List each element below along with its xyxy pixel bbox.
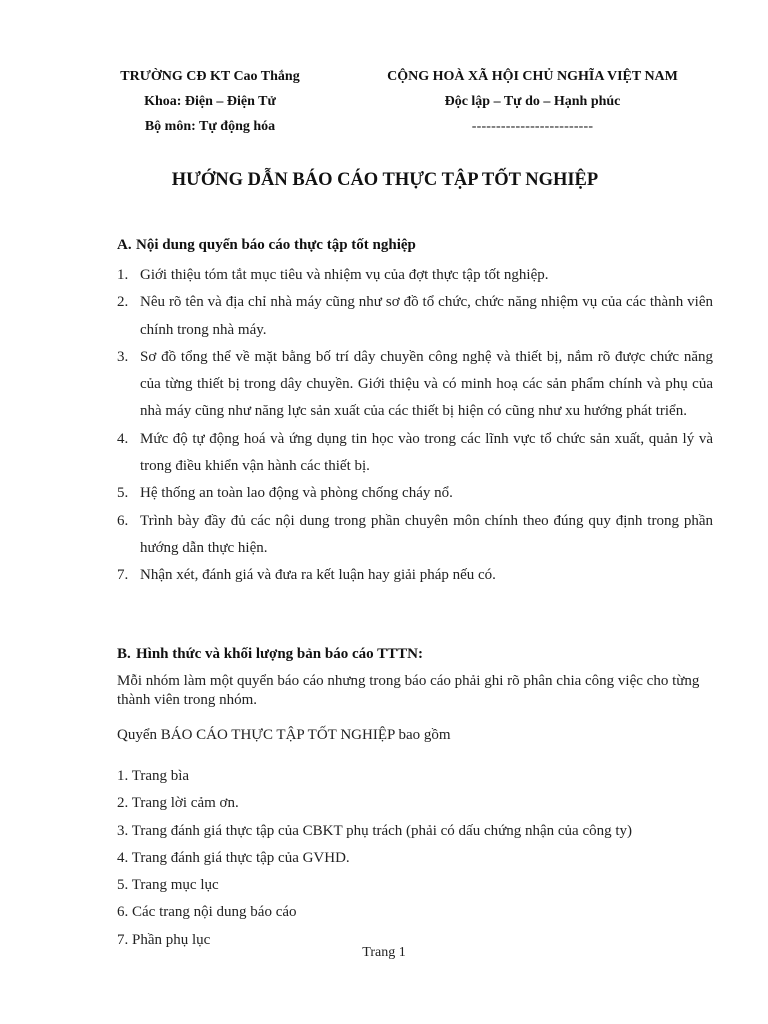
item-text: Nhận xét, đánh giá và đưa ra kết luận hay giải pháp nếu có. bbox=[140, 567, 496, 584]
header-separator: ------------------------- bbox=[471, 119, 594, 134]
item-number: 4. bbox=[117, 430, 129, 447]
list-item: 4. Trang đánh giá thực tập của GVHD. bbox=[117, 849, 350, 866]
list-item bbox=[117, 508, 713, 563]
school-name: TRƯỜNG CĐ KT Cao Thắng bbox=[120, 69, 300, 84]
section-a-letter: A. bbox=[117, 237, 132, 253]
list-item: 2. Trang lời cảm ơn. bbox=[117, 795, 239, 812]
list-item bbox=[117, 562, 713, 589]
list-item bbox=[117, 480, 713, 507]
national-header bbox=[355, 68, 710, 143]
list-item bbox=[117, 289, 713, 344]
list-item: 5. Trang mục lục bbox=[117, 877, 219, 894]
item-number: 2. bbox=[117, 294, 129, 311]
item-text: Mức độ tự động hoá và ứng dụng tin học vào trong các lĩnh vực tổ chức sản xuất, quản lý và trong điều khiển vận hành các thiết bị. bbox=[140, 430, 713, 475]
item-number: 1. bbox=[117, 267, 129, 283]
section-b-list bbox=[117, 763, 717, 954]
page-number: Trang 1 bbox=[362, 945, 406, 960]
section-a-title: Nội dung quyển báo cáo thực tập tốt nghiệp bbox=[136, 237, 416, 253]
section-b-paragraph: Mỗi nhóm làm một quyển báo cáo nhưng trong báo cáo phải ghi rõ phân chia công việc cho từng thành viên trong nhóm. bbox=[117, 673, 700, 708]
list-item: 6. Các trang nội dung báo cáo bbox=[117, 904, 297, 921]
list-item bbox=[117, 344, 713, 426]
document-title: HƯỚNG DẪN BÁO CÁO THỰC TẬP TỐT NGHIỆP bbox=[171, 170, 599, 190]
country-name: CỘNG HOÀ XÃ HỘI CHỦ NGHĨA VIỆT NAM bbox=[387, 69, 678, 84]
national-motto: Độc lập – Tự do – Hạnh phúc bbox=[444, 94, 621, 109]
department-name: Bộ môn: Tự động hóa bbox=[144, 119, 276, 134]
section-a-list bbox=[117, 262, 713, 590]
section-b-heading bbox=[117, 646, 423, 663]
item-number: 5. bbox=[117, 485, 129, 502]
list-item: 7. Phần phụ lục bbox=[117, 931, 211, 948]
item-text: Sơ đồ tổng thể về mặt bằng bố trí dây chuyền công nghệ và thiết bị, nắm rõ được chức năng của từng thiết bị trong dây chuyền. Giới thiệu và có minh hoạ các sản phẩm chính và phụ của nhà máy cũng như năng lực sản xuất của các thiết bị hiện có cũng như xu hướng phát triển. bbox=[140, 348, 713, 420]
section-a-heading bbox=[117, 237, 416, 254]
list-item: 1. Trang bìa bbox=[117, 768, 190, 784]
item-number: 3. bbox=[117, 348, 129, 365]
section-b-title: Hình thức và khối lượng bản báo cáo TTTN: bbox=[136, 646, 423, 662]
list-item bbox=[117, 426, 713, 481]
list-item: 3. Trang đánh giá thực tập của CBKT phụ trách (phải có dấu chứng nhận của công ty) bbox=[117, 822, 633, 839]
list-item bbox=[117, 262, 713, 289]
section-b-letter: B. bbox=[117, 646, 131, 662]
faculty-name: Khoa: Điện – Điện Tử bbox=[144, 94, 276, 109]
item-text: Giới thiệu tóm tắt mục tiêu và nhiệm vụ của đợt thực tập tốt nghiệp. bbox=[140, 267, 549, 283]
item-number: 7. bbox=[117, 567, 129, 584]
item-text: Hệ thống an toàn lao động và phòng chống cháy nổ. bbox=[140, 485, 453, 502]
institution-header bbox=[100, 68, 320, 143]
item-text: Nêu rõ tên và địa chỉ nhà máy cũng như sơ đồ tổ chức, chức năng nhiệm vụ của các thành viên chính trong nhà máy. bbox=[140, 294, 713, 338]
item-text: Trình bày đầy đủ các nội dung trong phần chuyên môn chính theo đúng quy định trong phần hướng dẫn thực hiện. bbox=[140, 512, 713, 556]
item-number: 6. bbox=[117, 512, 129, 529]
section-b-intro: Quyển BÁO CÁO THỰC TẬP TỐT NGHIỆP bao gồm bbox=[117, 727, 451, 743]
